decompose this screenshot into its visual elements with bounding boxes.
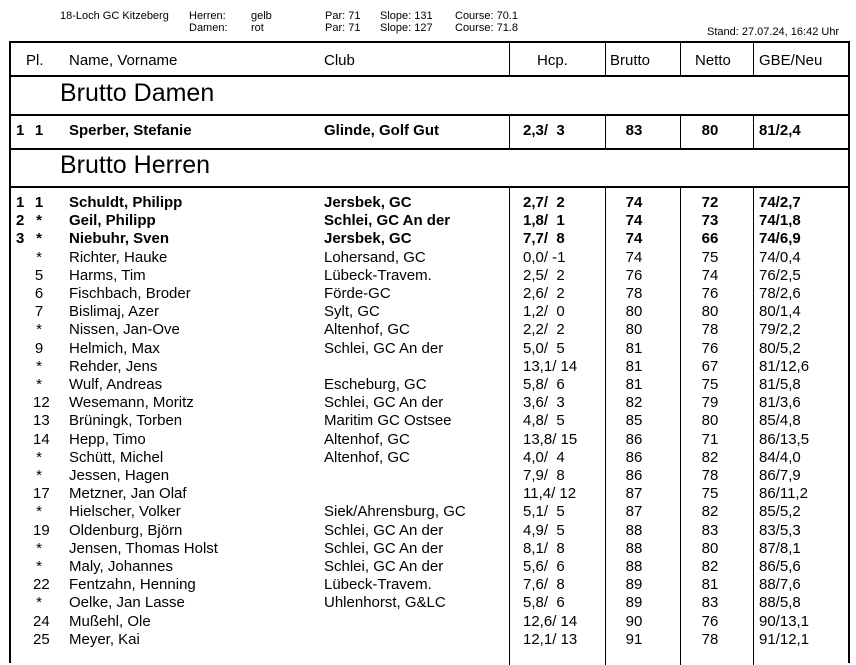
brutto-score: 86: [625, 467, 643, 484]
brutto-score: 85: [625, 412, 643, 430]
club-name: Glinde, Golf Gut: [324, 122, 439, 139]
rank-number: 2: [16, 212, 25, 230]
placement: 17: [33, 485, 50, 503]
table-row: [11, 576, 848, 594]
table-row: [11, 122, 848, 140]
gbe-new-handicap: 74/2,7: [759, 194, 801, 211]
netto-score: 73: [701, 212, 719, 230]
herren-label: Herren:: [189, 10, 226, 22]
handicap: 0,0/ -1: [523, 248, 566, 266]
club-name: Sylt, GC: [324, 303, 380, 321]
herren-slope: Slope: 131: [380, 10, 433, 22]
netto-score: 83: [701, 594, 719, 612]
table-row: [11, 358, 848, 376]
column-header-name: Name, Vorname: [69, 52, 178, 69]
placement: 7: [34, 303, 44, 321]
table-row: [11, 303, 848, 321]
gbe-new-handicap: 80/5,2: [759, 339, 801, 357]
placement: *: [36, 448, 42, 466]
player-name: Wesemann, Moritz: [69, 394, 194, 412]
brutto-score: 80: [625, 303, 643, 321]
player-name: Metzner, Jan Olaf: [69, 485, 187, 503]
club-name: Schlei, GC An der: [324, 521, 444, 539]
gbe-new-handicap: 76/2,5: [759, 266, 801, 284]
player-name: Helmich, Max: [69, 339, 160, 357]
gbe-new-handicap: 74/1,8: [759, 212, 801, 230]
damen-section-divider: [11, 114, 848, 116]
handicap: 1,8/ 1: [523, 212, 565, 230]
netto-score: 78: [701, 630, 719, 648]
player-name: Fentzahn, Henning: [69, 576, 196, 594]
gbe-new-handicap: 85/5,2: [759, 503, 801, 521]
player-name: Hielscher, Volker: [69, 503, 181, 521]
placement: *: [36, 539, 42, 557]
table-row: [11, 285, 848, 303]
table-row: [11, 194, 848, 212]
placement: 25: [33, 630, 50, 648]
table-row: [11, 594, 848, 612]
netto-score: 72: [701, 194, 719, 211]
herren-par: Par: 71: [325, 10, 361, 22]
table-row: [11, 558, 848, 576]
handicap: 1,2/ 0: [523, 303, 565, 321]
herren-tee: gelb: [251, 10, 272, 22]
table-row: [11, 467, 848, 485]
club-name: Schlei, GC An der: [324, 339, 444, 357]
handicap: 2,3/ 3: [523, 122, 565, 139]
brutto-score: 81: [625, 339, 643, 357]
brutto-score: 88: [625, 558, 643, 575]
placement: *: [36, 357, 42, 375]
brutto-column-divider: [605, 43, 606, 76]
table-row: [11, 212, 848, 230]
placement: 12: [33, 394, 50, 412]
netto-score: 79: [701, 394, 719, 412]
placement: 14: [33, 430, 50, 448]
club-name: Lohersand, GC: [324, 248, 426, 266]
player-name: Niebuhr, Sven: [69, 230, 170, 248]
handicap: 4,8/ 5: [523, 412, 565, 430]
brutto-score: 91: [625, 630, 643, 648]
table-row: [11, 613, 848, 631]
section-title-damen: Brutto Damen: [60, 79, 215, 107]
column-header-hcp: Hcp.: [537, 52, 568, 69]
placement: 5: [34, 266, 44, 284]
herren-course-rating: Course: 70.1: [455, 10, 518, 22]
brutto-score: 80: [625, 321, 643, 339]
gbe-new-handicap: 88/7,6: [759, 576, 801, 594]
brutto-score: 89: [625, 594, 643, 612]
gbe-new-handicap: 86/5,6: [759, 558, 801, 575]
player-name: Maly, Johannes: [69, 558, 173, 575]
rank-number: 1: [16, 122, 25, 139]
handicap: 5,8/ 6: [523, 376, 565, 393]
handicap: 5,8/ 6: [523, 594, 565, 612]
player-name: Brüningk, Torben: [69, 412, 183, 430]
netto-score: 82: [701, 503, 719, 521]
rank-number: 1: [16, 194, 25, 211]
gbe-new-handicap: 86/11,2: [759, 485, 808, 503]
brutto-score: 89: [625, 576, 643, 594]
handicap: 7,6/ 8: [523, 576, 565, 594]
placement: *: [36, 467, 42, 484]
netto-score: 82: [701, 448, 719, 466]
netto-score: 76: [701, 339, 719, 357]
handicap: 13,1/ 14: [523, 357, 578, 375]
rank-number: 3: [16, 230, 25, 248]
handicap: 5,6/ 6: [523, 558, 565, 575]
header-divider: [11, 75, 848, 77]
netto-score: 81: [701, 576, 719, 594]
damen-end-divider: [11, 148, 848, 150]
handicap: 4,9/ 5: [523, 521, 565, 539]
table-row: [11, 412, 848, 430]
netto-score: 75: [701, 248, 719, 266]
placement: 9: [34, 339, 44, 357]
brutto-score: 81: [625, 357, 643, 375]
column-header-place: Pl.: [26, 52, 44, 69]
netto-score: 80: [701, 122, 719, 139]
table-row: [11, 376, 848, 394]
table-row: [11, 321, 848, 339]
brutto-score: 87: [625, 503, 643, 521]
netto-score: 83: [701, 521, 719, 539]
column-header-netto: Netto: [695, 52, 731, 69]
player-name: Meyer, Kai: [69, 630, 140, 648]
table-row: [11, 249, 848, 267]
gbe-column-divider: [753, 43, 754, 76]
handicap: 12,1/ 13: [523, 630, 578, 648]
player-name: Richter, Hauke: [69, 248, 168, 266]
club-name: Altenhof, GC: [324, 430, 410, 448]
damen-course-rating: Course: 71.8: [455, 22, 518, 34]
placement: *: [36, 594, 42, 612]
handicap: 11,4/ 12: [523, 485, 577, 503]
player-name: Oldenburg, Björn: [69, 521, 183, 539]
gbe-new-handicap: 88/5,8: [759, 594, 801, 612]
placement: *: [36, 321, 42, 339]
club-name: Schlei, GC An der: [324, 558, 444, 575]
brutto-score: 90: [625, 612, 643, 630]
player-name: Mußehl, Ole: [69, 612, 151, 630]
handicap: 8,1/ 8: [523, 539, 565, 557]
stand-timestamp: Stand: 27.07.24, 16:42 Uhr: [707, 26, 840, 38]
handicap: 2,7/ 2: [523, 194, 565, 211]
player-name: Jensen, Thomas Holst: [69, 539, 218, 557]
player-name: Rehder, Jens: [69, 357, 158, 375]
damen-label: Damen:: [189, 22, 228, 34]
table-row: [11, 485, 848, 503]
gbe-new-handicap: 87/8,1: [759, 539, 801, 557]
damen-tee: rot: [251, 22, 264, 34]
brutto-score: 74: [625, 212, 643, 230]
gbe-new-handicap: 81/12,6: [759, 357, 810, 375]
club-name: Uhlenhorst, G&LC: [324, 594, 446, 612]
player-name: Sperber, Stefanie: [69, 122, 192, 139]
table-row: [11, 267, 848, 285]
placement: *: [36, 230, 42, 248]
column-header-brutto: Brutto: [610, 52, 651, 69]
table-row: [11, 522, 848, 540]
brutto-score: 88: [625, 539, 643, 557]
club-name: Altenhof, GC: [324, 448, 410, 466]
netto-score: 78: [701, 321, 719, 339]
club-name: Siek/Ahrensburg, GC: [324, 503, 466, 521]
placement: 6: [34, 285, 44, 302]
player-name: Schütt, Michel: [69, 448, 164, 466]
netto-score: 80: [701, 303, 719, 321]
club-name: Schlei, GC An der: [324, 539, 444, 557]
club-name: Lübeck-Travem.: [324, 576, 432, 594]
player-name: Oelke, Jan Lasse: [69, 594, 185, 612]
handicap: 2,6/ 2: [523, 285, 565, 302]
handicap: 4,0/ 4: [523, 448, 565, 466]
netto-score: 75: [701, 376, 719, 393]
brutto-score: 74: [625, 194, 643, 211]
gbe-new-handicap: 86/7,9: [759, 467, 801, 484]
table-row: [11, 503, 848, 521]
player-name: Fischbach, Broder: [69, 285, 191, 302]
club-name: Förde-GC: [324, 285, 391, 302]
club-name: Escheburg, GC: [324, 376, 427, 393]
handicap: 2,5/ 2: [523, 266, 565, 284]
handicap: 3,6/ 3: [523, 394, 565, 412]
club-name: Lübeck-Travem.: [324, 266, 432, 284]
brutto-score: 86: [625, 448, 643, 466]
netto-score: 82: [701, 558, 719, 575]
placement: 1: [34, 122, 44, 139]
club-name: Jersbek, GC: [324, 230, 412, 248]
handicap: 12,6/ 14: [523, 612, 578, 630]
placement: *: [36, 503, 42, 521]
gbe-new-handicap: 79/2,2: [759, 321, 801, 339]
netto-score: 76: [701, 612, 719, 630]
table-row: [11, 431, 848, 449]
handicap: 5,1/ 5: [523, 503, 565, 521]
results-table: [9, 41, 850, 663]
damen-slope: Slope: 127: [380, 22, 433, 34]
brutto-score: 78: [625, 285, 643, 302]
netto-score: 75: [701, 485, 719, 503]
table-row: [11, 340, 848, 358]
course-name: 18-Loch GC Kitzeberg: [60, 10, 169, 22]
brutto-score: 82: [625, 394, 643, 412]
gbe-new-handicap: 90/13,1: [759, 612, 810, 630]
gbe-new-handicap: 84/4,0: [759, 448, 801, 466]
netto-score: 67: [701, 357, 719, 375]
placement: 13: [33, 412, 50, 430]
handicap: 7,7/ 8: [523, 230, 565, 248]
player-name: Wulf, Andreas: [69, 376, 163, 393]
table-row: [11, 449, 848, 467]
brutto-score: 74: [625, 248, 643, 266]
gbe-new-handicap: 80/1,4: [759, 303, 801, 321]
netto-score: 76: [701, 285, 719, 302]
placement: 24: [33, 612, 50, 630]
gbe-new-handicap: 91/12,1: [759, 630, 810, 648]
brutto-score: 74: [625, 230, 643, 248]
column-header-club: Club: [324, 52, 355, 69]
player-name: Bislimaj, Azer: [69, 303, 160, 321]
player-name: Jessen, Hagen: [69, 467, 170, 484]
netto-score: 78: [701, 467, 719, 484]
brutto-score: 88: [625, 521, 643, 539]
club-name: Jersbek, GC: [324, 194, 412, 211]
table-row: [11, 540, 848, 558]
gbe-new-handicap: 78/2,6: [759, 285, 801, 302]
handicap: 5,0/ 5: [523, 339, 565, 357]
placement: *: [36, 376, 42, 393]
netto-score: 80: [701, 412, 719, 430]
gbe-new-handicap: 86/13,5: [759, 430, 810, 448]
netto-score: 71: [701, 430, 719, 448]
gbe-new-handicap: 81/2,4: [759, 122, 801, 139]
table-row: [11, 230, 848, 248]
club-name: Schlei, GC An der: [324, 212, 451, 230]
player-name: Schuldt, Philipp: [69, 194, 183, 211]
brutto-score: 76: [625, 266, 643, 284]
placement: 19: [33, 521, 50, 539]
brutto-score: 87: [625, 485, 643, 503]
player-name: Geil, Philipp: [69, 212, 156, 230]
gbe-new-handicap: 74/6,9: [759, 230, 801, 248]
gbe-new-handicap: 81/5,8: [759, 376, 801, 393]
netto-column-divider: [680, 43, 681, 76]
section-title-herren: Brutto Herren: [60, 151, 211, 179]
placement: *: [36, 248, 42, 266]
gbe-new-handicap: 81/3,6: [759, 394, 801, 412]
handicap: 13,8/ 15: [523, 430, 578, 448]
player-name: Hepp, Timo: [69, 430, 146, 448]
brutto-score: 81: [625, 376, 643, 393]
brutto-score: 83: [625, 122, 643, 139]
placement: *: [36, 558, 42, 575]
club-name: Altenhof, GC: [324, 321, 410, 339]
club-name: Maritim GC Ostsee: [324, 412, 452, 430]
netto-score: 66: [701, 230, 719, 248]
gbe-new-handicap: 74/0,4: [759, 248, 801, 266]
netto-score: 74: [701, 266, 719, 284]
damen-par: Par: 71: [325, 22, 361, 34]
table-row: [11, 394, 848, 412]
placement: 1: [34, 194, 44, 211]
handicap: 7,9/ 8: [523, 467, 565, 484]
brutto-score: 86: [625, 430, 643, 448]
table-row: [11, 631, 848, 649]
handicap: 2,2/ 2: [523, 321, 565, 339]
gbe-new-handicap: 85/4,8: [759, 412, 801, 430]
player-name: Nissen, Jan-Ove: [69, 321, 180, 339]
netto-score: 80: [701, 539, 719, 557]
column-header-gbe: GBE/Neu: [759, 52, 823, 69]
player-name: Harms, Tim: [69, 266, 146, 284]
club-name: Schlei, GC An der: [324, 394, 444, 412]
herren-section-divider: [11, 186, 848, 188]
hcp-column-divider: [509, 43, 510, 76]
placement: 22: [33, 576, 50, 594]
placement: *: [36, 212, 42, 230]
gbe-new-handicap: 83/5,3: [759, 521, 801, 539]
